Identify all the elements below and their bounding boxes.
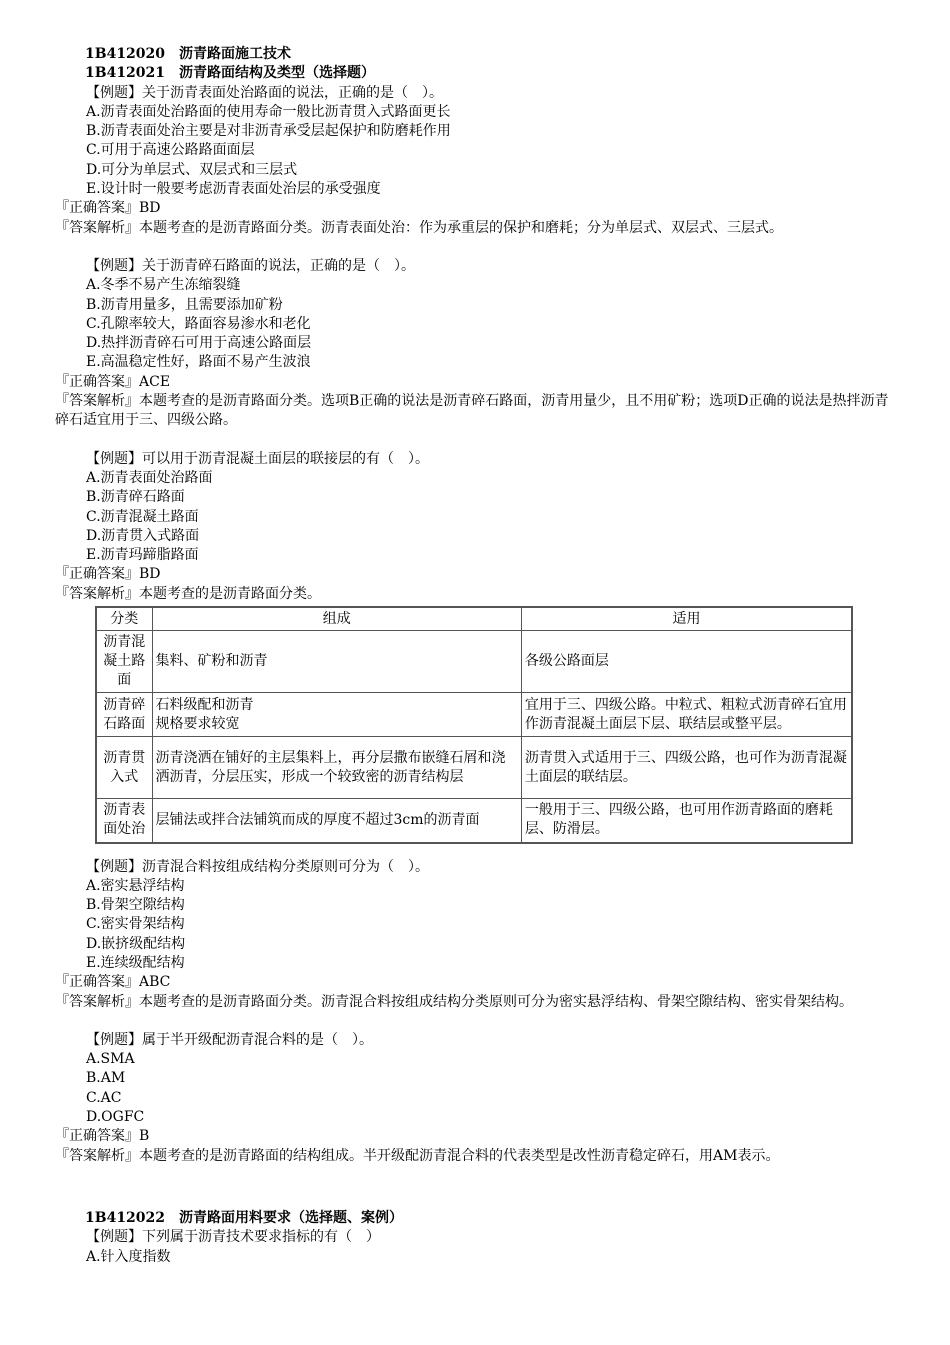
question-stem: 【例题】沥青混合料按组成结构分类原则可分为（ ）。 [86, 858, 429, 875]
question-stem: 【例题】可以用于沥青混凝土面层的联接层的有（ ）。 [86, 450, 429, 467]
question-option: A.SMA [86, 1051, 135, 1068]
question-stem: 【例题】属于半开级配沥青混合料的是（ ）。 [86, 1031, 373, 1048]
question-option: C.密实骨架结构 [86, 916, 185, 933]
question-option: B.沥青碎石路面 [86, 489, 185, 506]
correct-answer: 『正确答案』BD [55, 566, 161, 583]
correct-answer: 『正确答案』ABC [55, 974, 171, 991]
cell-composition: 沥青浇洒在铺好的主层集料上，再分层撒布嵌缝石屑和浇洒沥青，分层压实，形成一个较致密的沥青结构层 [152, 737, 521, 799]
cell-usage: 一般用于三、四级公路，也可用作沥青路面的磨耗层、防滑层。 [521, 799, 852, 843]
question-stem: 【例题】下列属于沥青技术要求指标的有（ ） [86, 1229, 380, 1246]
question-option: B.沥青用量多，且需要添加矿粉 [86, 296, 283, 313]
subsection-heading: 1B412021 沥青路面结构及类型（选择题） [85, 65, 376, 82]
question-option: A.沥青表面处治路面的使用寿命一般比沥青贯入式路面更长 [86, 103, 451, 120]
question-option: A.针入度指数 [86, 1248, 171, 1265]
question-option: B.AM [86, 1070, 126, 1087]
cell-type: 沥青贯入式 [96, 737, 152, 799]
answer-explanation: 『答案解析』本题考查的是沥青路面分类。 [55, 585, 321, 602]
question-option: D.嵌挤级配结构 [86, 935, 186, 952]
cell-usage: 各级公路面层 [521, 631, 852, 693]
question-option: C.AC [86, 1089, 122, 1106]
question-option: D.热拌沥青碎石可用于高速公路面层 [86, 335, 312, 352]
answer-explanation: 『答案解析』本题考查的是沥青路面的结构组成。半开级配沥青混合料的代表类型是改性沥青稳定碎石，用AM表示。 [55, 1147, 780, 1164]
cell-composition: 层铺法或拌合法铺筑而成的厚度不超过3cm的沥青面 [152, 799, 521, 843]
pavement-classification-table [95, 606, 853, 844]
question-option: A.密实悬浮结构 [86, 877, 185, 894]
question-option: D.可分为单层式、双层式和三层式 [86, 161, 298, 178]
question-stem: 【例题】关于沥青碎石路面的说法，正确的是（ ）。 [86, 257, 415, 274]
cell-type: 沥青表面处治 [96, 799, 152, 843]
question-option: A.冬季不易产生冻缩裂缝 [86, 277, 241, 294]
cell-usage: 宜用于三、四级公路。中粒式、粗粒式沥青碎石宜用作沥青混凝土面层下层、联结层或整平层。 [521, 693, 852, 737]
header-composition: 组成 [152, 607, 521, 631]
question-option: C.可用于高速公路路面面层 [86, 142, 255, 159]
question-option: E.高温稳定性好，路面不易产生波浪 [86, 354, 311, 371]
cell-usage: 沥青贯入式适用于三、四级公路，也可作为沥青混凝土面层的联结层。 [521, 737, 852, 799]
answer-explanation: 『答案解析』本题考查的是沥青路面分类。沥青表面处治：作为承重层的保护和磨耗；分为单层式、双层式、三层式。 [55, 219, 783, 236]
cell-type: 沥青混凝土路面 [96, 631, 152, 693]
table-row [96, 737, 852, 799]
header-type: 分类 [96, 607, 152, 631]
question-option: A.沥青表面处治路面 [86, 469, 213, 486]
correct-answer: 『正确答案』ACE [55, 373, 171, 390]
table-row [96, 631, 852, 693]
question-option: D.OGFC [86, 1109, 145, 1126]
question-option: E.连续级配结构 [86, 955, 185, 971]
cell-type: 沥青碎石路面 [96, 693, 152, 737]
correct-answer: 『正确答案』BD [55, 200, 161, 217]
question-stem: 【例题】关于沥青表面处治路面的说法，正确的是（ ）。 [86, 84, 443, 101]
answer-explanation: 『答案解析』本题考查的是沥青路面分类。选项B正确的说法是沥青碎石路面，沥青用量少，且不用矿粉；选项D正确的说法是热拌沥青碎石适宜用于三、四级公路。 [55, 393, 889, 429]
question-option: E.沥青玛蹄脂路面 [86, 547, 199, 564]
question-option: D.沥青贯入式路面 [86, 527, 200, 544]
table-row [96, 799, 852, 843]
cell-composition: 石料级配和沥青 规格要求较宽 [152, 693, 521, 737]
section-heading: 1B412020 沥青路面施工技术 [85, 46, 292, 62]
question-option: E.设计时一般要考虑沥青表面处治层的承受强度 [86, 181, 381, 198]
table-header-row [96, 607, 852, 631]
question-option: C.沥青混凝土路面 [86, 508, 199, 525]
header-usage: 适用 [521, 607, 852, 631]
table-row [96, 693, 852, 737]
answer-explanation: 『答案解析』本题考查的是沥青路面分类。沥青混合料按组成结构分类原则可分为密实悬浮结构、骨架空隙结构、密实骨架结构。 [55, 993, 853, 1010]
question-option: B.沥青表面处治主要是对非沥青承受层起保护和防磨耗作用 [86, 123, 451, 140]
cell-composition: 集料、矿粉和沥青 [152, 631, 521, 693]
question-option: C.孔隙率较大，路面容易渗水和老化 [86, 315, 311, 332]
question-option: B.骨架空隙结构 [86, 897, 185, 914]
subsection-heading: 1B412022 沥青路面用料要求（选择题、案例） [85, 1209, 404, 1226]
correct-answer: 『正确答案』B [55, 1128, 150, 1145]
